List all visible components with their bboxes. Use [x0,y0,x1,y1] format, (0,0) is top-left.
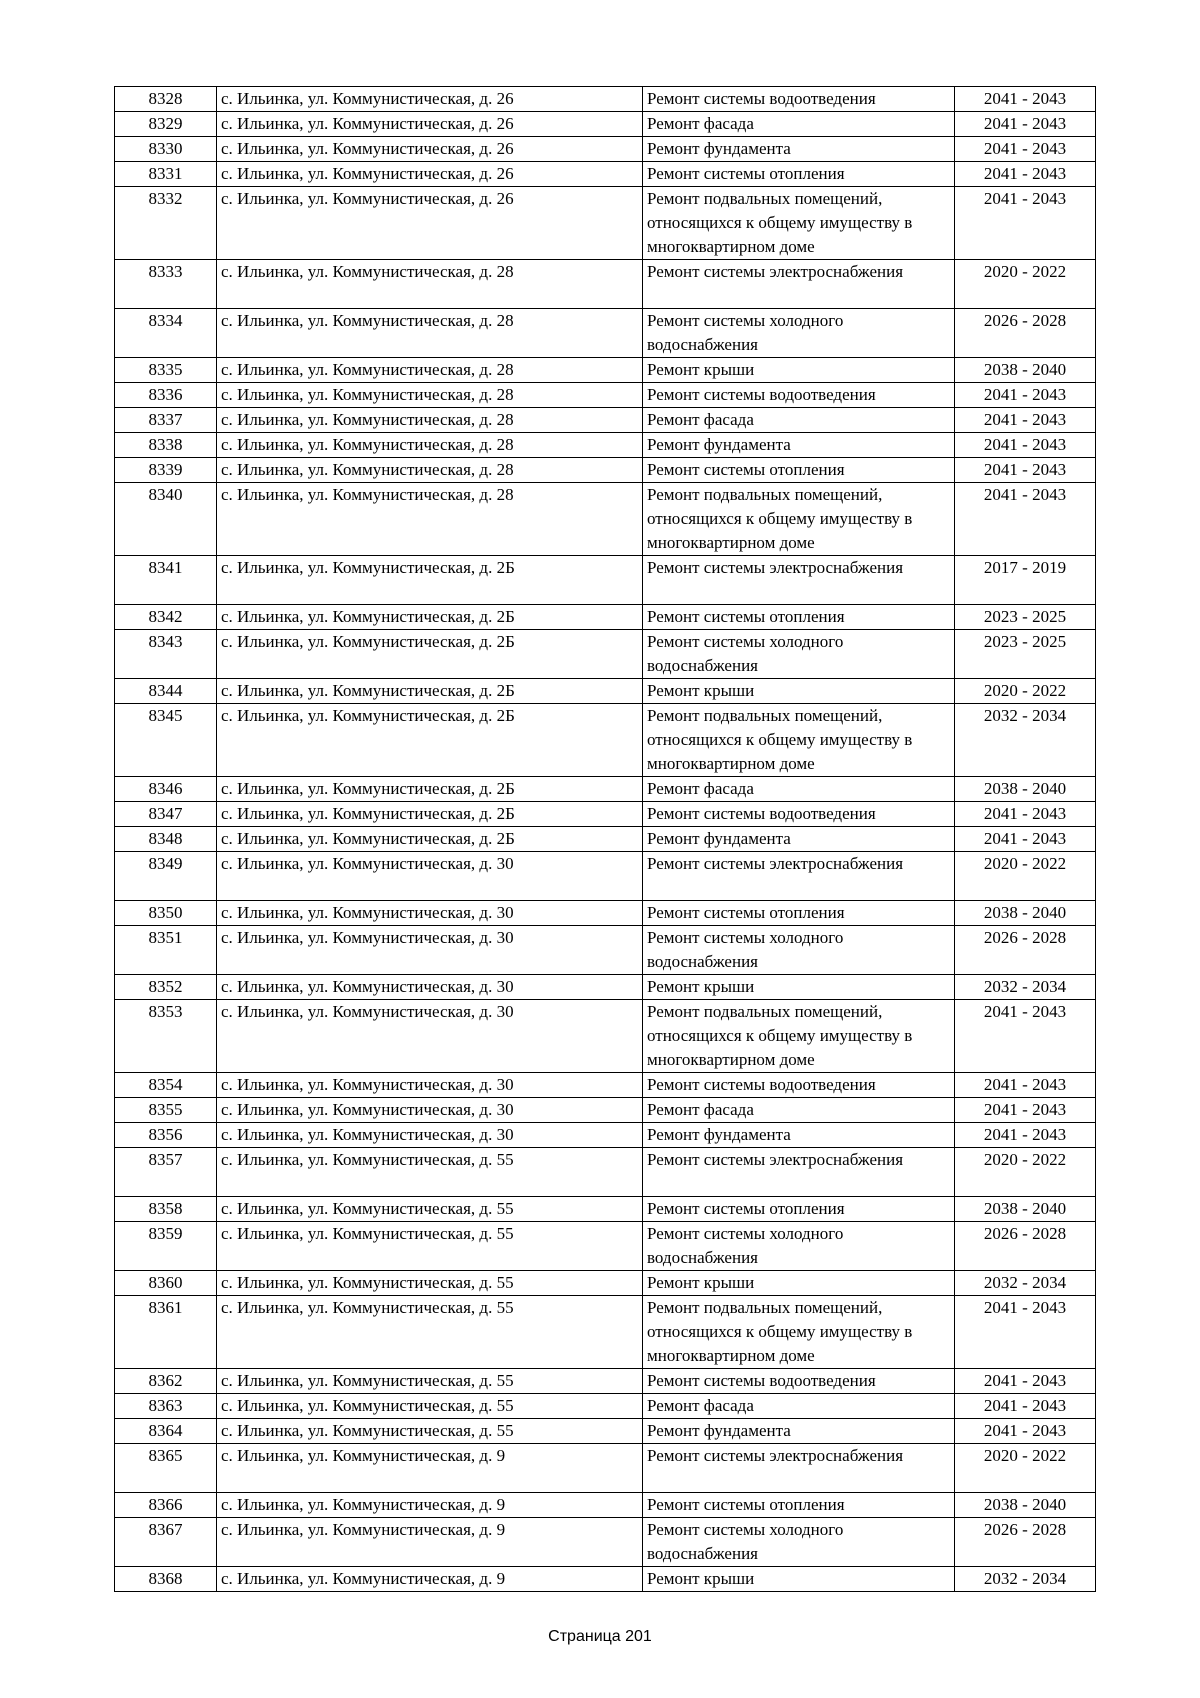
table-row [115,1197,1096,1222]
address-cell: с. Ильинка, ул. Коммунистическая, д. 9 [217,1493,643,1518]
row-number-cell: 8361 [115,1296,217,1369]
table-row [115,383,1096,408]
table-row [115,162,1096,187]
period-cell: 2020 - 2022 [955,260,1096,309]
address-cell: с. Ильинка, ул. Коммунистическая, д. 9 [217,1444,643,1493]
table-row [115,777,1096,802]
address-cell: с. Ильинка, ул. Коммунистическая, д. 55 [217,1271,643,1296]
period-cell: 2038 - 2040 [955,901,1096,926]
table-row [115,483,1096,556]
row-number-cell: 8330 [115,137,217,162]
address-cell: с. Ильинка, ул. Коммунистическая, д. 28 [217,483,643,556]
table-row [115,408,1096,433]
table-row [115,926,1096,975]
row-number-cell: 8339 [115,458,217,483]
work-type-cell: Ремонт фасада [643,408,955,433]
period-cell: 2041 - 2043 [955,483,1096,556]
work-type-cell: Ремонт системы отопления [643,1493,955,1518]
work-type-cell: Ремонт системы холодного водоснабжения [643,630,955,679]
period-cell: 2038 - 2040 [955,1197,1096,1222]
period-cell: 2026 - 2028 [955,309,1096,358]
address-cell: с. Ильинка, ул. Коммунистическая, д. 28 [217,358,643,383]
address-cell: с. Ильинка, ул. Коммунистическая, д. 26 [217,112,643,137]
row-number-cell: 8336 [115,383,217,408]
work-type-cell: Ремонт системы отопления [643,605,955,630]
table-row [115,112,1096,137]
address-cell: с. Ильинка, ул. Коммунистическая, д. 28 [217,309,643,358]
work-type-cell: Ремонт системы водоотведения [643,383,955,408]
period-cell: 2041 - 2043 [955,827,1096,852]
work-type-cell: Ремонт системы отопления [643,458,955,483]
work-type-cell: Ремонт фасада [643,1098,955,1123]
work-type-cell: Ремонт системы водоотведения [643,1073,955,1098]
work-type-cell: Ремонт системы электроснабжения [643,260,955,309]
row-number-cell: 8360 [115,1271,217,1296]
address-cell: с. Ильинка, ул. Коммунистическая, д. 2Б [217,679,643,704]
address-cell: с. Ильинка, ул. Коммунистическая, д. 55 [217,1148,643,1197]
address-cell: с. Ильинка, ул. Коммунистическая, д. 30 [217,901,643,926]
work-type-cell: Ремонт подвальных помещений, относящихся к общему имуществу в многоквартирном доме [643,187,955,260]
period-cell: 2020 - 2022 [955,1444,1096,1493]
table-row [115,901,1096,926]
period-cell: 2032 - 2034 [955,1567,1096,1592]
table-row [115,1148,1096,1197]
table-row [115,187,1096,260]
page-number: Страница 201 [548,1628,652,1645]
row-number-cell: 8351 [115,926,217,975]
table-row [115,556,1096,605]
work-type-cell: Ремонт фундамента [643,827,955,852]
address-cell: с. Ильинка, ул. Коммунистическая, д. 30 [217,926,643,975]
period-cell: 2023 - 2025 [955,605,1096,630]
row-number-cell: 8328 [115,87,217,112]
work-type-cell: Ремонт крыши [643,358,955,383]
address-cell: с. Ильинка, ул. Коммунистическая, д. 2Б [217,630,643,679]
address-cell: с. Ильинка, ул. Коммунистическая, д. 26 [217,162,643,187]
work-type-cell: Ремонт фасада [643,112,955,137]
row-number-cell: 8355 [115,1098,217,1123]
work-type-cell: Ремонт крыши [643,975,955,1000]
address-cell: с. Ильинка, ул. Коммунистическая, д. 28 [217,383,643,408]
work-type-cell: Ремонт системы холодного водоснабжения [643,926,955,975]
work-type-cell: Ремонт фундамента [643,1419,955,1444]
work-type-cell: Ремонт подвальных помещений, относящихся к общему имуществу в многоквартирном доме [643,483,955,556]
work-type-cell: Ремонт фасада [643,777,955,802]
period-cell: 2041 - 2043 [955,383,1096,408]
work-type-cell: Ремонт подвальных помещений, относящихся к общему имуществу в многоквартирном доме [643,1296,955,1369]
period-cell: 2020 - 2022 [955,679,1096,704]
row-number-cell: 8343 [115,630,217,679]
row-number-cell: 8341 [115,556,217,605]
address-cell: с. Ильинка, ул. Коммунистическая, д. 2Б [217,802,643,827]
row-number-cell: 8359 [115,1222,217,1271]
period-cell: 2041 - 2043 [955,802,1096,827]
table-row [115,260,1096,309]
table-row [115,1123,1096,1148]
table-row [115,1098,1096,1123]
period-cell: 2020 - 2022 [955,852,1096,901]
row-number-cell: 8366 [115,1493,217,1518]
table-row [115,1222,1096,1271]
period-cell: 2026 - 2028 [955,1518,1096,1567]
period-cell: 2041 - 2043 [955,433,1096,458]
address-cell: с. Ильинка, ул. Коммунистическая, д. 55 [217,1419,643,1444]
table-row [115,433,1096,458]
address-cell: с. Ильинка, ул. Коммунистическая, д. 30 [217,1000,643,1073]
address-cell: с. Ильинка, ул. Коммунистическая, д. 55 [217,1222,643,1271]
work-type-cell: Ремонт системы отопления [643,901,955,926]
period-cell: 2041 - 2043 [955,458,1096,483]
address-cell: с. Ильинка, ул. Коммунистическая, д. 28 [217,260,643,309]
table-row [115,358,1096,383]
row-number-cell: 8346 [115,777,217,802]
address-cell: с. Ильинка, ул. Коммунистическая, д. 30 [217,1098,643,1123]
work-type-cell: Ремонт фундамента [643,1123,955,1148]
address-cell: с. Ильинка, ул. Коммунистическая, д. 28 [217,408,643,433]
address-cell: с. Ильинка, ул. Коммунистическая, д. 28 [217,433,643,458]
period-cell: 2041 - 2043 [955,1098,1096,1123]
table-row [115,679,1096,704]
row-number-cell: 8357 [115,1148,217,1197]
row-number-cell: 8337 [115,408,217,433]
table-row [115,605,1096,630]
table-row [115,1518,1096,1567]
repair-schedule-table [114,86,1096,1592]
row-number-cell: 8367 [115,1518,217,1567]
table-row [115,309,1096,358]
table-body [115,87,1096,1592]
period-cell: 2032 - 2034 [955,1271,1096,1296]
period-cell: 2026 - 2028 [955,1222,1096,1271]
period-cell: 2041 - 2043 [955,187,1096,260]
row-number-cell: 8334 [115,309,217,358]
address-cell: с. Ильинка, ул. Коммунистическая, д. 30 [217,975,643,1000]
table-row [115,1271,1096,1296]
address-cell: с. Ильинка, ул. Коммунистическая, д. 9 [217,1567,643,1592]
row-number-cell: 8329 [115,112,217,137]
row-number-cell: 8344 [115,679,217,704]
row-number-cell: 8331 [115,162,217,187]
period-cell: 2023 - 2025 [955,630,1096,679]
table-row [115,1369,1096,1394]
period-cell: 2041 - 2043 [955,112,1096,137]
row-number-cell: 8348 [115,827,217,852]
work-type-cell: Ремонт системы электроснабжения [643,556,955,605]
address-cell: с. Ильинка, ул. Коммунистическая, д. 26 [217,87,643,112]
row-number-cell: 8358 [115,1197,217,1222]
address-cell: с. Ильинка, ул. Коммунистическая, д. 30 [217,1073,643,1098]
table-row [115,704,1096,777]
period-cell: 2041 - 2043 [955,1369,1096,1394]
work-type-cell: Ремонт системы электроснабжения [643,1148,955,1197]
table-row [115,975,1096,1000]
period-cell: 2041 - 2043 [955,1394,1096,1419]
row-number-cell: 8338 [115,433,217,458]
period-cell: 2017 - 2019 [955,556,1096,605]
period-cell: 2041 - 2043 [955,1296,1096,1369]
work-type-cell: Ремонт системы отопления [643,1197,955,1222]
work-type-cell: Ремонт системы холодного водоснабжения [643,309,955,358]
work-type-cell: Ремонт системы водоотведения [643,1369,955,1394]
work-type-cell: Ремонт системы водоотведения [643,802,955,827]
work-type-cell: Ремонт системы холодного водоснабжения [643,1222,955,1271]
work-type-cell: Ремонт системы водоотведения [643,87,955,112]
table-row [115,852,1096,901]
table-row [115,802,1096,827]
table-row [115,827,1096,852]
work-type-cell: Ремонт подвальных помещений, относящихся к общему имуществу в многоквартирном доме [643,704,955,777]
work-type-cell: Ремонт системы электроснабжения [643,852,955,901]
work-type-cell: Ремонт крыши [643,1271,955,1296]
table-row [115,630,1096,679]
row-number-cell: 8362 [115,1369,217,1394]
table-row [115,1419,1096,1444]
address-cell: с. Ильинка, ул. Коммунистическая, д. 55 [217,1369,643,1394]
address-cell: с. Ильинка, ул. Коммунистическая, д. 55 [217,1394,643,1419]
work-type-cell: Ремонт фундамента [643,433,955,458]
work-type-cell: Ремонт системы электроснабжения [643,1444,955,1493]
table-row [115,1073,1096,1098]
period-cell: 2038 - 2040 [955,777,1096,802]
period-cell: 2041 - 2043 [955,408,1096,433]
table-row [115,458,1096,483]
row-number-cell: 8353 [115,1000,217,1073]
row-number-cell: 8345 [115,704,217,777]
row-number-cell: 8356 [115,1123,217,1148]
address-cell: с. Ильинка, ул. Коммунистическая, д. 55 [217,1197,643,1222]
period-cell: 2041 - 2043 [955,1419,1096,1444]
row-number-cell: 8332 [115,187,217,260]
table-row [115,1567,1096,1592]
period-cell: 2041 - 2043 [955,1000,1096,1073]
work-type-cell: Ремонт фундамента [643,137,955,162]
address-cell: с. Ильинка, ул. Коммунистическая, д. 2Б [217,704,643,777]
row-number-cell: 8365 [115,1444,217,1493]
row-number-cell: 8349 [115,852,217,901]
period-cell: 2041 - 2043 [955,137,1096,162]
table-row [115,1296,1096,1369]
row-number-cell: 8342 [115,605,217,630]
period-cell: 2041 - 2043 [955,87,1096,112]
period-cell: 2032 - 2034 [955,975,1096,1000]
row-number-cell: 8335 [115,358,217,383]
table-row [115,1493,1096,1518]
row-number-cell: 8363 [115,1394,217,1419]
period-cell: 2038 - 2040 [955,358,1096,383]
address-cell: с. Ильинка, ул. Коммунистическая, д. 2Б [217,556,643,605]
table-row [115,137,1096,162]
period-cell: 2032 - 2034 [955,704,1096,777]
row-number-cell: 8364 [115,1419,217,1444]
address-cell: с. Ильинка, ул. Коммунистическая, д. 55 [217,1296,643,1369]
row-number-cell: 8347 [115,802,217,827]
work-type-cell: Ремонт крыши [643,679,955,704]
period-cell: 2038 - 2040 [955,1493,1096,1518]
row-number-cell: 8340 [115,483,217,556]
address-cell: с. Ильинка, ул. Коммунистическая, д. 30 [217,852,643,901]
work-type-cell: Ремонт системы холодного водоснабжения [643,1518,955,1567]
address-cell: с. Ильинка, ул. Коммунистическая, д. 2Б [217,605,643,630]
work-type-cell: Ремонт подвальных помещений, относящихся к общему имуществу в многоквартирном доме [643,1000,955,1073]
table-row [115,87,1096,112]
table-row [115,1444,1096,1493]
period-cell: 2041 - 2043 [955,1073,1096,1098]
address-cell: с. Ильинка, ул. Коммунистическая, д. 26 [217,187,643,260]
address-cell: с. Ильинка, ул. Коммунистическая, д. 9 [217,1518,643,1567]
period-cell: 2041 - 2043 [955,1123,1096,1148]
work-type-cell: Ремонт системы отопления [643,162,955,187]
row-number-cell: 8354 [115,1073,217,1098]
row-number-cell: 8368 [115,1567,217,1592]
table-row [115,1394,1096,1419]
table-row [115,1000,1096,1073]
row-number-cell: 8352 [115,975,217,1000]
address-cell: с. Ильинка, ул. Коммунистическая, д. 30 [217,1123,643,1148]
period-cell: 2041 - 2043 [955,162,1096,187]
work-type-cell: Ремонт фасада [643,1394,955,1419]
address-cell: с. Ильинка, ул. Коммунистическая, д. 2Б [217,827,643,852]
period-cell: 2026 - 2028 [955,926,1096,975]
work-type-cell: Ремонт крыши [643,1567,955,1592]
row-number-cell: 8333 [115,260,217,309]
address-cell: с. Ильинка, ул. Коммунистическая, д. 26 [217,137,643,162]
period-cell: 2020 - 2022 [955,1148,1096,1197]
row-number-cell: 8350 [115,901,217,926]
address-cell: с. Ильинка, ул. Коммунистическая, д. 2Б [217,777,643,802]
address-cell: с. Ильинка, ул. Коммунистическая, д. 28 [217,458,643,483]
